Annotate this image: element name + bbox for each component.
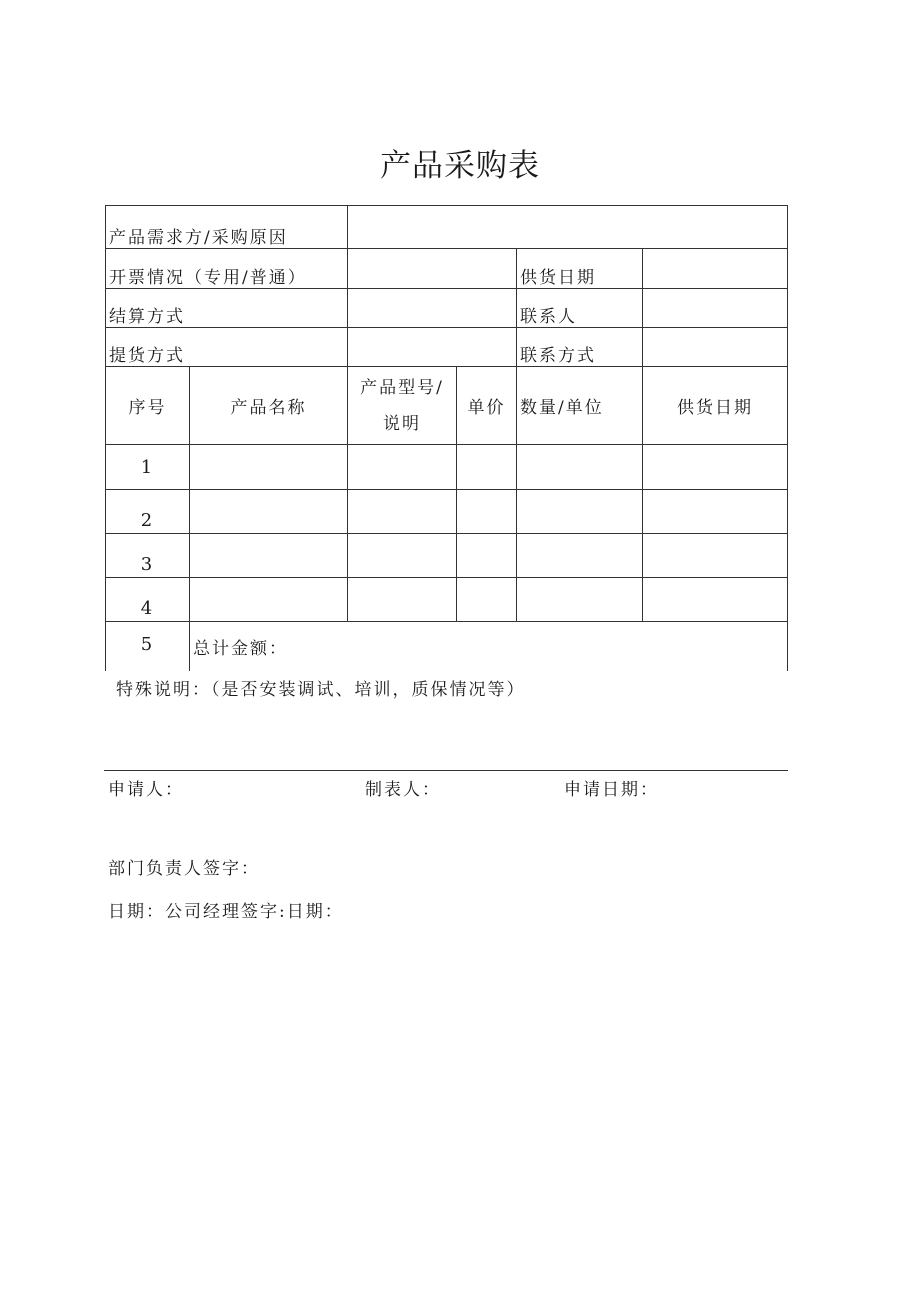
- qty-unit-cell[interactable]: [517, 445, 643, 490]
- product-name-cell[interactable]: [190, 490, 348, 534]
- purchase-form-table: [105, 205, 788, 671]
- product-name-cell[interactable]: [190, 445, 348, 490]
- special-note: 特殊说明：（是否安装调试、培训，质保情况等）: [116, 680, 526, 700]
- row-number: 5: [106, 622, 190, 671]
- supply-date-value-cell[interactable]: [643, 249, 788, 289]
- signature-divider: [104, 770, 788, 771]
- total-row: [106, 622, 788, 671]
- supply-date-label: 供货日期: [517, 249, 643, 289]
- product-name-cell[interactable]: [190, 534, 348, 578]
- unit-price-cell[interactable]: [457, 534, 517, 578]
- row-number: 2: [106, 490, 190, 534]
- supply-date-cell[interactable]: [643, 578, 788, 622]
- col-header-model: 产品型号/说明: [348, 367, 457, 445]
- date-manager-signature-line: 日期：公司经理签字:日期：: [108, 902, 344, 922]
- col-header-name: 产品名称: [190, 367, 348, 445]
- col-header-qty-unit: 数量/单位: [517, 367, 643, 445]
- product-name-cell[interactable]: [190, 578, 348, 622]
- product-model-cell[interactable]: [348, 445, 457, 490]
- preparer-label: 制表人：: [365, 780, 441, 800]
- applicant-label: 申请人：: [108, 780, 184, 800]
- row-number: 3: [106, 534, 190, 578]
- product-model-cell[interactable]: [348, 578, 457, 622]
- demand-label: 产品需求方/采购原因: [106, 206, 348, 249]
- total-amount-label: 总计金额：: [190, 622, 788, 671]
- contact-method-value-cell[interactable]: [643, 328, 788, 367]
- table-row: [106, 490, 788, 534]
- supply-date-cell[interactable]: [643, 534, 788, 578]
- table-row: [106, 445, 788, 490]
- row-number: 1: [106, 445, 190, 490]
- info-row-invoice: [106, 249, 788, 289]
- pickup-value-cell[interactable]: [348, 328, 517, 367]
- product-model-cell[interactable]: [348, 534, 457, 578]
- invoice-value-cell[interactable]: [348, 249, 517, 289]
- row-number: 4: [106, 578, 190, 622]
- product-model-cell[interactable]: [348, 490, 457, 534]
- unit-price-cell[interactable]: [457, 578, 517, 622]
- demand-value-cell[interactable]: [348, 206, 788, 249]
- col-header-seq: 序号: [106, 367, 190, 445]
- info-row-settlement: [106, 289, 788, 328]
- contact-method-label: 联系方式: [517, 328, 643, 367]
- settlement-value-cell[interactable]: [348, 289, 517, 328]
- column-header-row: [106, 367, 788, 445]
- contact-label: 联系人: [517, 289, 643, 328]
- info-row-pickup: [106, 328, 788, 367]
- col-header-unit-price: 单价: [457, 367, 517, 445]
- col-header-supply-date: 供货日期: [643, 367, 788, 445]
- invoice-label: 开票情况（专用/普通）: [106, 249, 348, 289]
- info-row-demand: [106, 206, 788, 249]
- table-row: [106, 534, 788, 578]
- qty-unit-cell[interactable]: [517, 534, 643, 578]
- dept-head-signature-label: 部门负责人签字：: [108, 859, 260, 879]
- apply-date-label: 申请日期：: [564, 780, 659, 800]
- table-row: [106, 578, 788, 622]
- unit-price-cell[interactable]: [457, 490, 517, 534]
- supply-date-cell[interactable]: [643, 490, 788, 534]
- contact-value-cell[interactable]: [643, 289, 788, 328]
- settlement-label: 结算方式: [106, 289, 348, 328]
- qty-unit-cell[interactable]: [517, 578, 643, 622]
- pickup-label: 提货方式: [106, 328, 348, 367]
- page-title: 产品采购表: [380, 148, 540, 184]
- qty-unit-cell[interactable]: [517, 490, 643, 534]
- unit-price-cell[interactable]: [457, 445, 517, 490]
- supply-date-cell[interactable]: [643, 445, 788, 490]
